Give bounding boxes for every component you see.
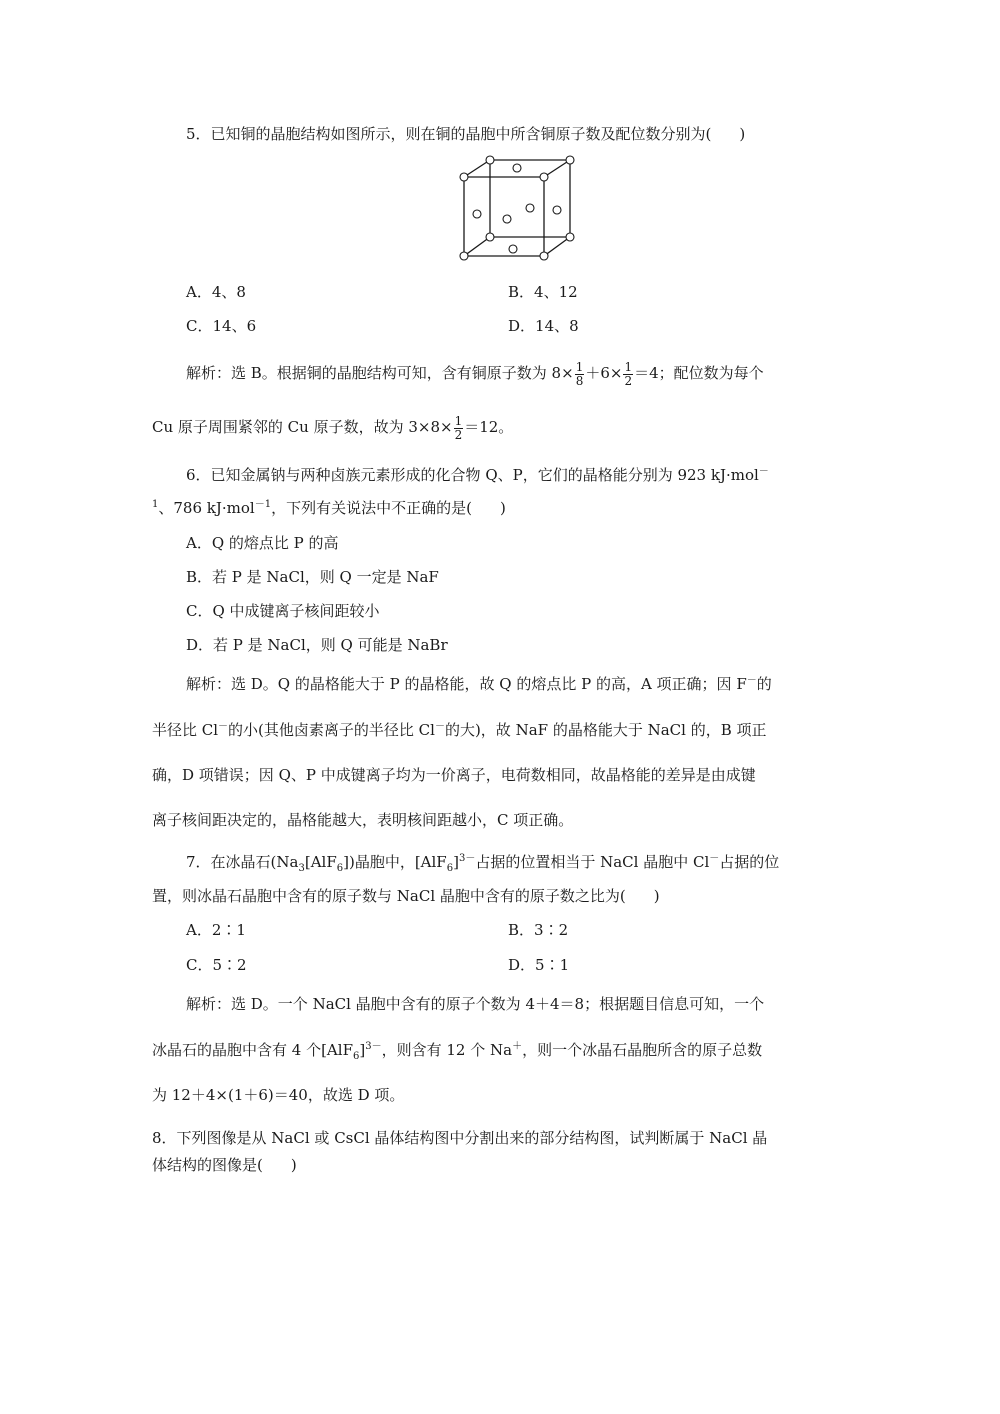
cell-edge (544, 160, 570, 177)
q7-stem-text: 占据的位 (719, 853, 780, 871)
q7-analysis-text: 冰晶石的晶胞中含有 4 个[AlF (152, 1041, 353, 1059)
superscript: － (218, 721, 229, 732)
q6-option-c: C．Q 中成键离子核间距较小 (186, 602, 380, 620)
corner-atom (486, 233, 494, 241)
q6-analysis-line4: 离子核间距决定的，晶格能越大，表明核间距越小，C 项正确。 (152, 811, 574, 829)
q5-analysis-text: ＝4；配位数为每个 (634, 364, 764, 382)
q5-option-a: A．4、8 (186, 283, 246, 301)
corner-atom (566, 156, 574, 164)
face-center-atom (509, 245, 517, 253)
q6-option-b: B．若 P 是 NaCl，则 Q 一定是 NaF (186, 568, 439, 586)
face-center-atom (503, 215, 511, 223)
face-center-atom (553, 206, 561, 214)
q5-analysis-line1 (186, 360, 764, 388)
fraction-numerator: 1 (454, 413, 463, 428)
face-center-atom (526, 204, 534, 212)
q6-analysis-line1 (186, 674, 772, 694)
subscript: 6 (336, 863, 344, 874)
q6-stem-line2 (152, 498, 506, 518)
q7-analysis-text: ，则一个冰晶石晶胞所含的原子总数 (522, 1041, 763, 1059)
q7-analysis-text: ] (359, 1041, 366, 1059)
q6-stem-text: 6．已知金属钠与两种卤族元素形成的化合物 Q、P，它们的晶格能分别为 923 kJ·mol (186, 466, 759, 484)
q7-stem-text: 7．在冰晶石(Na (186, 853, 299, 871)
q7-stem-text: 占据的位置相当于 NaCl 晶胞中 Cl (475, 853, 710, 871)
q7-option-a: A．2∶1 (186, 921, 246, 939)
fraction-denominator: 8 (575, 373, 584, 388)
q5-option-b: B．4、12 (508, 283, 578, 301)
fraction-numerator: 1 (575, 359, 584, 374)
q6-stem-text: ，下列有关说法中不正确的是( (271, 499, 472, 517)
superscript: 3－ (365, 1041, 382, 1052)
q5-analysis-text: Cu 原子周围紧邻的 Cu 原子数，故为 3×8× (152, 418, 453, 436)
superscript: ＋ (512, 1041, 523, 1052)
superscript: 1 (152, 499, 159, 510)
q7-stem-text: [AlF (304, 853, 337, 871)
corner-atom (460, 173, 468, 181)
q6-stem-end: ) (499, 499, 506, 517)
q5-analysis-text: 解析：选 B。根据铜的晶胞结构可知，含有铜原子数为 8× (186, 364, 574, 382)
face-center-atom (473, 210, 481, 218)
cell-edge (464, 237, 490, 256)
q8-stem-text: 体结构的图像是( (152, 1156, 263, 1174)
q6-analysis-line3: 确，D 项错误；因 Q、P 中成键离子均为一价离子，电荷数相同，故晶格能的差异是由成键 (152, 766, 756, 784)
q7-option-c: C．5∶2 (186, 956, 247, 974)
q5-option-d: D．14、8 (508, 317, 579, 335)
corner-atom (540, 252, 548, 260)
superscript: － (709, 853, 720, 864)
superscript: － (758, 466, 769, 477)
q8-stem-end: ) (290, 1156, 297, 1174)
cell-edge (464, 160, 490, 177)
corner-atom (540, 173, 548, 181)
fraction-denominator: 2 (454, 427, 463, 442)
superscript: 3－ (458, 853, 476, 864)
q5-stem (186, 124, 745, 144)
q8-stem-line2 (152, 1155, 297, 1175)
q7-analysis-text: ，则含有 12 个 Na (381, 1041, 513, 1059)
fraction-denominator: 2 (624, 373, 633, 388)
superscript: － (746, 675, 757, 686)
q5-stem-text: 5．已知铜的晶胞结构如图所示，则在铜的晶胞中所含铜原子数及配位数分别为( (186, 125, 712, 143)
q5-analysis-line2 (152, 414, 513, 442)
q6-option-d: D．若 P 是 NaCl，则 Q 可能是 NaBr (186, 636, 448, 654)
q7-option-b: B．3∶2 (508, 921, 569, 939)
face-center-atom (513, 164, 521, 172)
q6-analysis-text: 半径比 Cl (152, 721, 219, 739)
fraction-1-8 (575, 361, 585, 388)
fraction-1-2 (454, 415, 464, 442)
q7-option-d: D．5∶1 (508, 956, 570, 974)
subscript: 6 (352, 1051, 360, 1062)
q6-analysis-text: 的 (756, 675, 772, 693)
fraction-numerator: 1 (624, 359, 633, 374)
corner-atom (460, 252, 468, 260)
cell-edge (544, 237, 570, 256)
q6-option-a: A．Q 的熔点比 P 的高 (186, 534, 339, 552)
superscript: － (434, 721, 445, 732)
copper-unit-cell-figure (455, 152, 575, 267)
q7-stem-line1 (186, 852, 779, 872)
q6-stem-line1 (186, 465, 769, 485)
q7-stem-text: 置，则冰晶石晶胞中含有的原子数与 NaCl 晶胞中含有的原子数之比为( (152, 887, 626, 905)
q7-stem-end: ) (653, 887, 660, 905)
q5-stem-end: ) (739, 125, 746, 143)
fraction-1-2 (623, 361, 633, 388)
q6-analysis-text: 解析：选 D。Q 的晶格能大于 P 的晶格能，故 Q 的熔点比 P 的高，A 项正确；因 F (186, 675, 747, 693)
q6-analysis-text: 的小(其他卤素离子的半径比 Cl (228, 721, 435, 739)
q7-analysis-line1: 解析：选 D。一个 NaCl 晶胞中含有的原子个数为 4＋4＝8；根据题目信息可知，一个 (186, 995, 765, 1013)
q8-stem-line1: 8．下列图像是从 NaCl 或 CsCl 晶体结构图中分割出来的部分结构图，试判断属于 NaCl 晶 (152, 1129, 768, 1147)
q6-analysis-line2 (152, 720, 767, 740)
q5-option-c: C．14、6 (186, 317, 257, 335)
q7-analysis-line3: 为 12＋4×(1＋6)＝40，故选 D 项。 (152, 1086, 405, 1104)
corner-atom (486, 156, 494, 164)
q5-analysis-text: ＋6× (585, 364, 623, 382)
q7-stem-text: ])晶胞中，[AlF (343, 853, 447, 871)
q6-analysis-text: 的大)，故 NaF 的晶格能大于 NaCl 的，B 项正 (444, 721, 767, 739)
q6-stem-text: 、786 kJ·mol (158, 499, 255, 517)
q7-stem-text: ] (453, 853, 459, 871)
q7-stem-line2 (152, 886, 660, 906)
subscript: 6 (446, 863, 454, 874)
subscript: 3 (298, 863, 305, 874)
corner-atom (566, 233, 574, 241)
q7-analysis-line2 (152, 1040, 762, 1060)
superscript: －1 (254, 499, 272, 510)
q5-analysis-text: ＝12。 (464, 418, 514, 436)
